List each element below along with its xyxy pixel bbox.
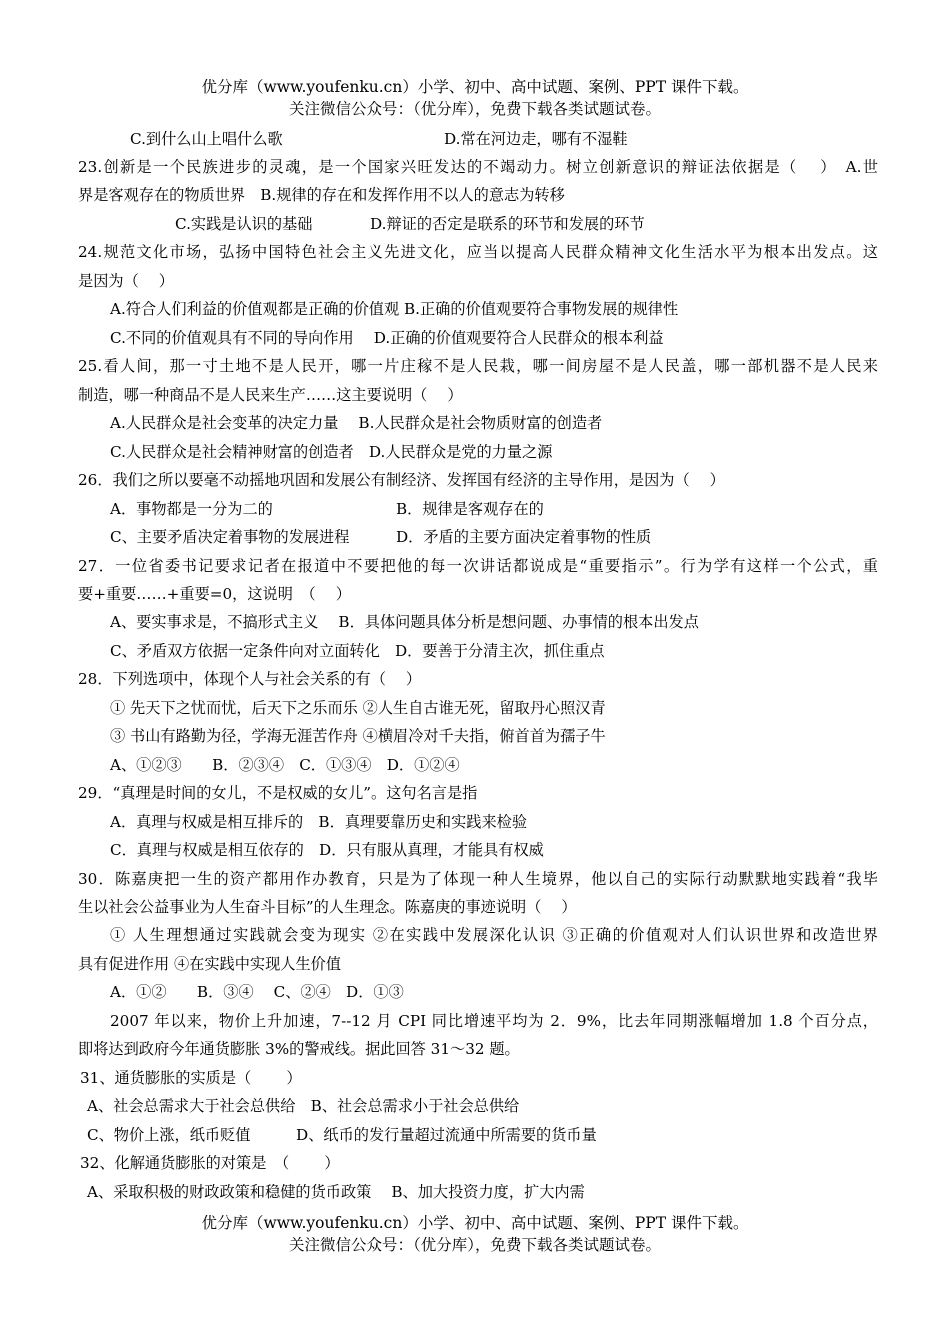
option-line: C.实践是认识的基础 bbox=[175, 215, 313, 233]
question-24-cont: 是因为（ ） bbox=[78, 272, 174, 290]
page-header-line1: 优分库（www.youfenku.cn）小学、初中、高中试题、案例、PPT 课件下载。 bbox=[201, 78, 749, 96]
option-line: A．事物都是一分为二的 bbox=[110, 500, 273, 518]
option-line: A．真理与权威是相互排斥的 B．真理要靠历史和实践来检验 bbox=[110, 813, 528, 831]
option-line: B．规律是客观存在的 bbox=[396, 500, 544, 518]
question-27-cont: 要+重要……+重要=0，这说明 （ ） bbox=[78, 585, 351, 603]
question-24: 24.规范文化市场，弘扬中国特色社会主义先进文化，应当以提高人民群众精神文化生活水平为根本出发点。这 bbox=[78, 243, 878, 261]
option-line: D.常在河边走，哪有不湿鞋 bbox=[444, 130, 628, 148]
page-footer-line2: 关注微信公众号：（优分库），免费下载各类试题试卷。 bbox=[288, 1236, 661, 1254]
question-29: 29．“真理是时间的女儿，不是权威的女儿”。这句名言是指 bbox=[78, 784, 478, 802]
question-27: 27．一位省委书记要求记者在报道中不要把他的每一次讲话都说成是“重要指示”。行为学有这样一个公式，重 bbox=[78, 557, 878, 575]
option-line: C.人民群众是社会精神财富的创造者 D.人民群众是党的力量之源 bbox=[110, 443, 553, 461]
option-line: ① 先天下之忧而忧，后天下之乐而乐 ②人生自古谁无死，留取丹心照汉青 bbox=[110, 699, 606, 717]
question-30-items: ① 人生理想通过实践就会变为现实 ②在实践中发展深化认识 ③正确的价值观对人们认识世界和改造世界 bbox=[110, 926, 878, 944]
question-30: 30．陈嘉庚把一生的资产都用作办教育，只是为了体现一种人生境界，他以自己的实际行动默默地实践着“我毕 bbox=[78, 870, 878, 888]
option-line: ③ 书山有路勤为径，学海无涯苦作舟 ④横眉冷对千夫指，俯首首为孺子牛 bbox=[110, 727, 606, 745]
option-line: A．①② B．③④ C、②④ D．①③ bbox=[110, 983, 404, 1001]
question-23-cont: 界是客观存在的物质世界 B.规律的存在和发挥作用不以人的意志为转移 bbox=[78, 186, 565, 204]
question-30-items-cont: 具有促进作用 ④在实践中实现人生价值 bbox=[78, 955, 342, 973]
page-header-line2: 关注微信公众号：（优分库），免费下载各类试题试卷。 bbox=[288, 100, 661, 118]
option-line: A、①②③ B．②③④ C．①③④ D．①②④ bbox=[110, 756, 460, 774]
material-paragraph-cont: 即将达到政府今年通货膨胀 3%的警戒线。据此回答 31～32 题。 bbox=[78, 1040, 520, 1058]
option-line: C.到什么山上唱什么歌 bbox=[130, 130, 283, 148]
option-line: A、要实事求是，不搞形式主义 B．具体问题具体分析是想问题、办事情的根本出发点 bbox=[110, 613, 699, 631]
option-line: A.人民群众是社会变革的决定力量 B.人民群众是社会物质财富的创造者 bbox=[110, 414, 603, 432]
option-line: C、物价上涨，纸币贬值 D、纸币的发行量超过流通中所需要的货币量 bbox=[87, 1126, 597, 1144]
question-26: 26．我们之所以要毫不动摇地巩固和发展公有制经济、发挥国有经济的主导作用，是因为（ ） bbox=[78, 471, 725, 489]
question-28: 28．下列选项中，体现个人与社会关系的有（ ） bbox=[78, 670, 422, 688]
page-footer-line1: 优分库（www.youfenku.cn）小学、初中、高中试题、案例、PPT 课件下载。 bbox=[201, 1214, 749, 1232]
question-31: 31、通货膨胀的实质是（ ） bbox=[80, 1069, 302, 1087]
option-line: A.符合人们利益的价值观都是正确的价值观 B.正确的价值观要符合事物发展的规律性 bbox=[110, 300, 679, 318]
option-line: C、主要矛盾决定着事物的发展进程 bbox=[110, 528, 350, 546]
option-line: D．矛盾的主要方面决定着事物的性质 bbox=[396, 528, 652, 546]
option-line: C.不同的价值观具有不同的导向作用 D.正确的价值观要符合人民群众的根本利益 bbox=[110, 329, 664, 347]
option-line: D.辩证的否定是联系的环节和发展的环节 bbox=[370, 215, 645, 233]
question-25-cont: 制造，哪一种商品不是人民来生产……这主要说明（ ） bbox=[78, 386, 463, 404]
option-line: C、矛盾双方依据一定条件向对立面转化 D．要善于分清主次，抓住重点 bbox=[110, 642, 605, 660]
option-line: A、采取积极的财政政策和稳健的货币政策 B、加大投资力度，扩大内需 bbox=[87, 1183, 585, 1201]
question-32: 32、化解通货膨胀的对策是 （ ） bbox=[80, 1154, 340, 1172]
option-line: C．真理与权威是相互依存的 D．只有服从真理，才能具有权威 bbox=[110, 841, 544, 859]
question-25: 25.看人间，那一寸土地不是人民开，哪一片庄稼不是人民栽，哪一间房屋不是人民盖，哪一部机器不是人民来 bbox=[78, 357, 878, 375]
question-23: 23.创新是一个民族进步的灵魂，是一个国家兴旺发达的不竭动力。树立创新意识的辩证法依据是（ ） A.世 bbox=[78, 158, 878, 176]
material-paragraph: 2007 年以来，物价上升加速，7--12 月 CPI 同比增速平均为 2．9%，比去年同期涨幅增加 1.8 个百分点， bbox=[110, 1012, 878, 1030]
question-30-cont: 生以社会公益事业为人生奋斗目标”的人生理念。陈嘉庚的事迹说明（ ） bbox=[78, 898, 577, 916]
option-line: A、社会总需求大于社会总供给 B、社会总需求小于社会总供给 bbox=[87, 1097, 520, 1115]
